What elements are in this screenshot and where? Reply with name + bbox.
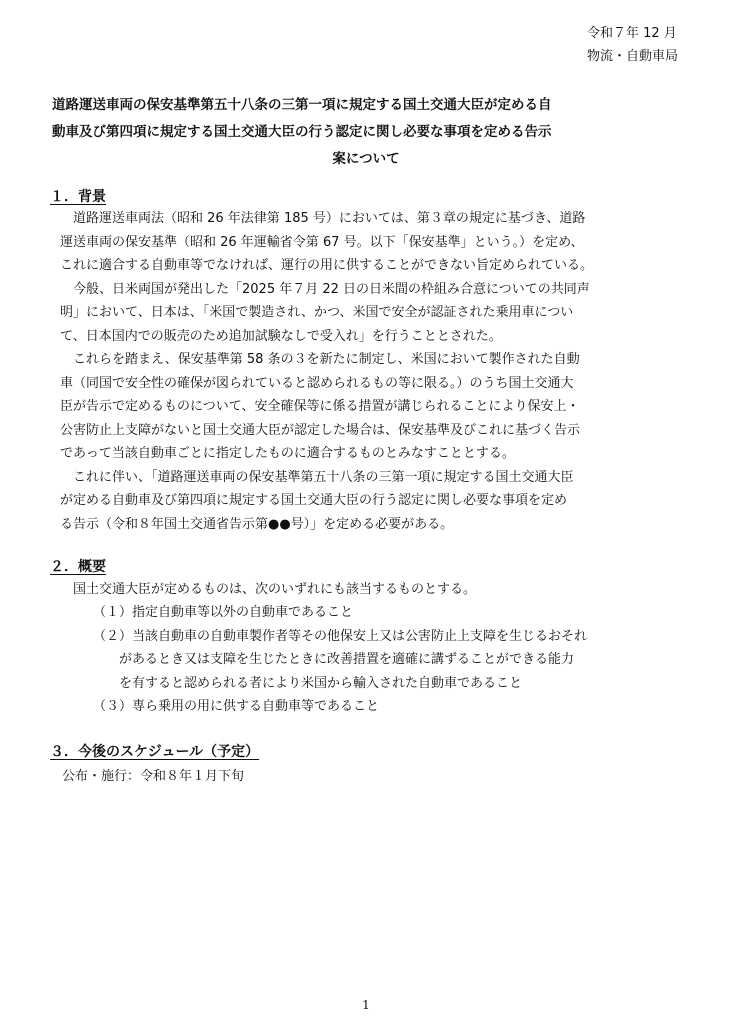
list-item-continuation: を有すると認められる者により米国から輸入された自動車であること (119, 675, 523, 691)
overview-intro (60, 578, 684, 602)
list-item-continuation: があるとき又は支障を生じたときに改善措置を適確に講ずることができる能力 (119, 652, 575, 667)
section-heading-background: １．背景 (50, 189, 106, 205)
overview-intro-text: 国土交通大臣が定めるものは、次のいずれにも該当するものとする。 (73, 582, 477, 597)
paragraph-line: これに適合する自動車等でなければ、運行の用に供することができない旨定められている。 (60, 258, 594, 273)
paragraph-line: 道路運送車両法（昭和 26 年法律第 185 号）においては、第３章の規定に基づき、道路 (73, 211, 586, 226)
paragraph-line: 運送車両の保安基準（昭和 26 年運輸省令第 67 号。以下「保安基準」という。）を定め、 (60, 234, 584, 250)
title-line-2: 動車及び第四項に規定する国土交通大臣の行う認定に関し必要な事項を定める告示 (52, 124, 552, 140)
paragraph-line: 今般、日米両国が発出した「2025 年７月 22 日の日米間の枠組み合意についての共同声 (73, 281, 590, 297)
list-item: （２）当該自動車の自動車製作者等その他保安上又は公害防止上支障を生じるおそれ (93, 628, 588, 644)
paragraph-line: であって当該自動車ごとに指定したものに適合するものとみなすこととする。 (60, 446, 515, 461)
document-header (587, 22, 678, 68)
title-line-1: 道路運送車両の保安基準第五十八条の三第一項に規定する国土交通大臣が定める自 (52, 97, 552, 113)
list-item: （１）指定自動車等以外の自動車であること (93, 605, 354, 620)
section-heading-schedule: ３．今後のスケジュール（予定） (50, 744, 260, 760)
paragraph-line: 明」において、日本は、「米国で製造され、かつ、米国で安全が認証された乗用車につい (60, 305, 574, 320)
title-line-3: 案について (332, 151, 400, 167)
paragraph-line: 車（同国で安全性の確保が図られていると認められるもの等に限る。）のうち国土交通大 (60, 375, 574, 391)
list-item: （３）専ら乗用の用に供する自動車等であること (93, 699, 380, 714)
paragraph-line: る告示（令和８年国土交通省告示第●●号）」を定める必要がある。 (60, 516, 454, 532)
schedule-text: 公布・施行：令和８年１月下旬 (62, 769, 245, 784)
schedule-body (62, 765, 686, 789)
paragraph-line: これらを踏まえ、保安基準第 58 条の３を新たに制定し、米国において製作された自動 (73, 352, 580, 367)
overview-list (93, 601, 693, 719)
paragraph-line: 公害防止上支障がないと国土交通大臣が認定した場合は、保安基準及びこれに基づく告示 (60, 422, 581, 438)
paragraph-line: が定める自動車及び第四項に規定する国土交通大臣の行う認定に関し必要な事項を定め (60, 493, 568, 508)
paragraph-line: 臣が告示で定めるものについて、安全確保等に係る措置が講じられることにより保安上・ (60, 399, 580, 414)
background-body (60, 207, 684, 536)
section-heading-overview: ２．概要 (50, 559, 106, 575)
issuing-bureau: 物流・自動車局 (586, 49, 678, 64)
document-date: 令和７年 12 月 (586, 26, 677, 41)
page-number: 1 (362, 998, 370, 1012)
document-title (52, 92, 680, 173)
paragraph-line: て、日本国内での販売のため追加試験なしで受入れ」を行うこととされた。 (60, 328, 502, 344)
paragraph-line: これに伴い、「道路運送車両の保安基準第五十八条の三第一項に規定する国土交通大臣 (73, 469, 574, 485)
